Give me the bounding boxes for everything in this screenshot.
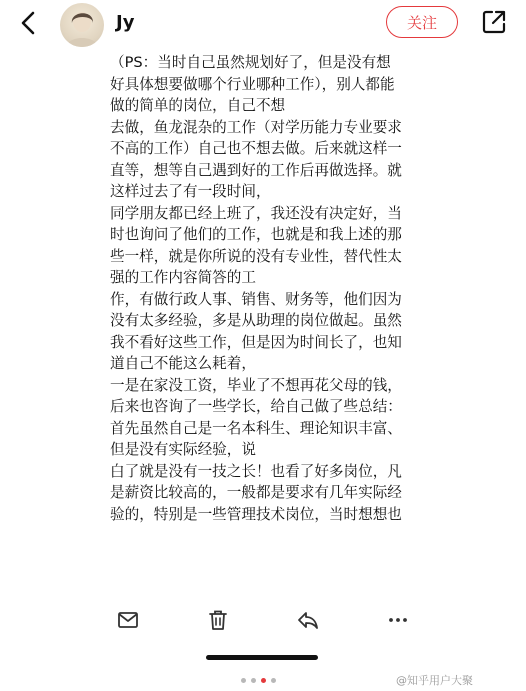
top-bar	[0, 0, 526, 52]
page-indicator	[241, 678, 276, 684]
more-button[interactable]	[386, 608, 410, 632]
body-line: 首先虽然自己是一名本科生、理论知识丰富、	[110, 419, 402, 437]
body-line: 这样过去了有一段时间，	[110, 183, 271, 200]
body-line: 白了就是没有一技之长！也看了好多岗位，凡	[110, 462, 402, 480]
mail-icon	[116, 608, 140, 632]
reply-button[interactable]	[296, 608, 320, 632]
chevron-left-icon	[14, 8, 44, 38]
body-line: 强的工作内容简答的工	[110, 269, 256, 286]
page-dot	[251, 678, 256, 683]
watermark: @知乎用户大聚	[396, 674, 473, 687]
body-line: 没有太多经验，多是从助理的岗位做起。虽然	[110, 312, 402, 329]
avatar[interactable]	[60, 3, 104, 47]
body-line: 我不看好这些工作，但是因为时间长了，也知	[110, 333, 402, 351]
share-button[interactable]	[480, 8, 508, 36]
mail-button[interactable]	[116, 608, 140, 632]
trash-icon	[206, 608, 230, 632]
body-line: 同学朋友都已经上班了，我还没有决定好，当	[110, 204, 402, 222]
more-icon	[386, 608, 410, 632]
body-line: 直等，想等自己遇到好的工作后再做选择。就	[110, 161, 402, 179]
body-line: 但是没有实际经验，说	[110, 441, 256, 458]
page-dot	[271, 678, 276, 683]
bottom-toolbar	[0, 604, 526, 640]
body-line: 好具体想要做哪个行业哪种工作），别人都能	[110, 75, 395, 93]
home-indicator[interactable]	[206, 655, 318, 660]
delete-button[interactable]	[206, 608, 230, 632]
body-line: 时也询问了他们的工作，也就是和我上述的那	[110, 226, 402, 243]
page-dot	[261, 678, 266, 683]
page-dot	[241, 678, 246, 683]
body-line: 验的，特别是一些管理技术岗位，当时想想也	[110, 505, 402, 523]
body-line: 些一样，就是你所说的没有专业性，替代性太	[110, 247, 402, 265]
body-line: 后来也咨询了一些学长，给自己做了些总结：	[110, 398, 402, 415]
reply-icon	[296, 608, 320, 632]
body-line: 做的简单的岗位，自己不想	[110, 97, 286, 114]
post-body	[110, 38, 440, 525]
body-line: 不高的工作）自己也不想去做。后来就这样一	[110, 140, 402, 157]
body-line: 去做，鱼龙混杂的工作（对学历能力专业要求	[110, 118, 402, 136]
back-button[interactable]	[14, 8, 44, 38]
external-share-icon	[480, 8, 508, 36]
username[interactable]: Jy	[116, 12, 135, 33]
body-line: 作，有做行政人事、销售、财务等，他们因为	[110, 290, 402, 308]
body-line: 道自己不能这么耗着，	[110, 355, 256, 372]
body-line: （PS：当时自己虽然规划好了，但是没有想	[110, 54, 391, 71]
avatar-portrait-icon	[60, 3, 104, 47]
body-line: 是薪资比较高的，一般都是要求有几年实际经	[110, 484, 402, 501]
body-line: 一是在家没工资，毕业了不想再花父母的钱，	[110, 376, 402, 394]
follow-button[interactable]: 关注	[386, 6, 458, 38]
